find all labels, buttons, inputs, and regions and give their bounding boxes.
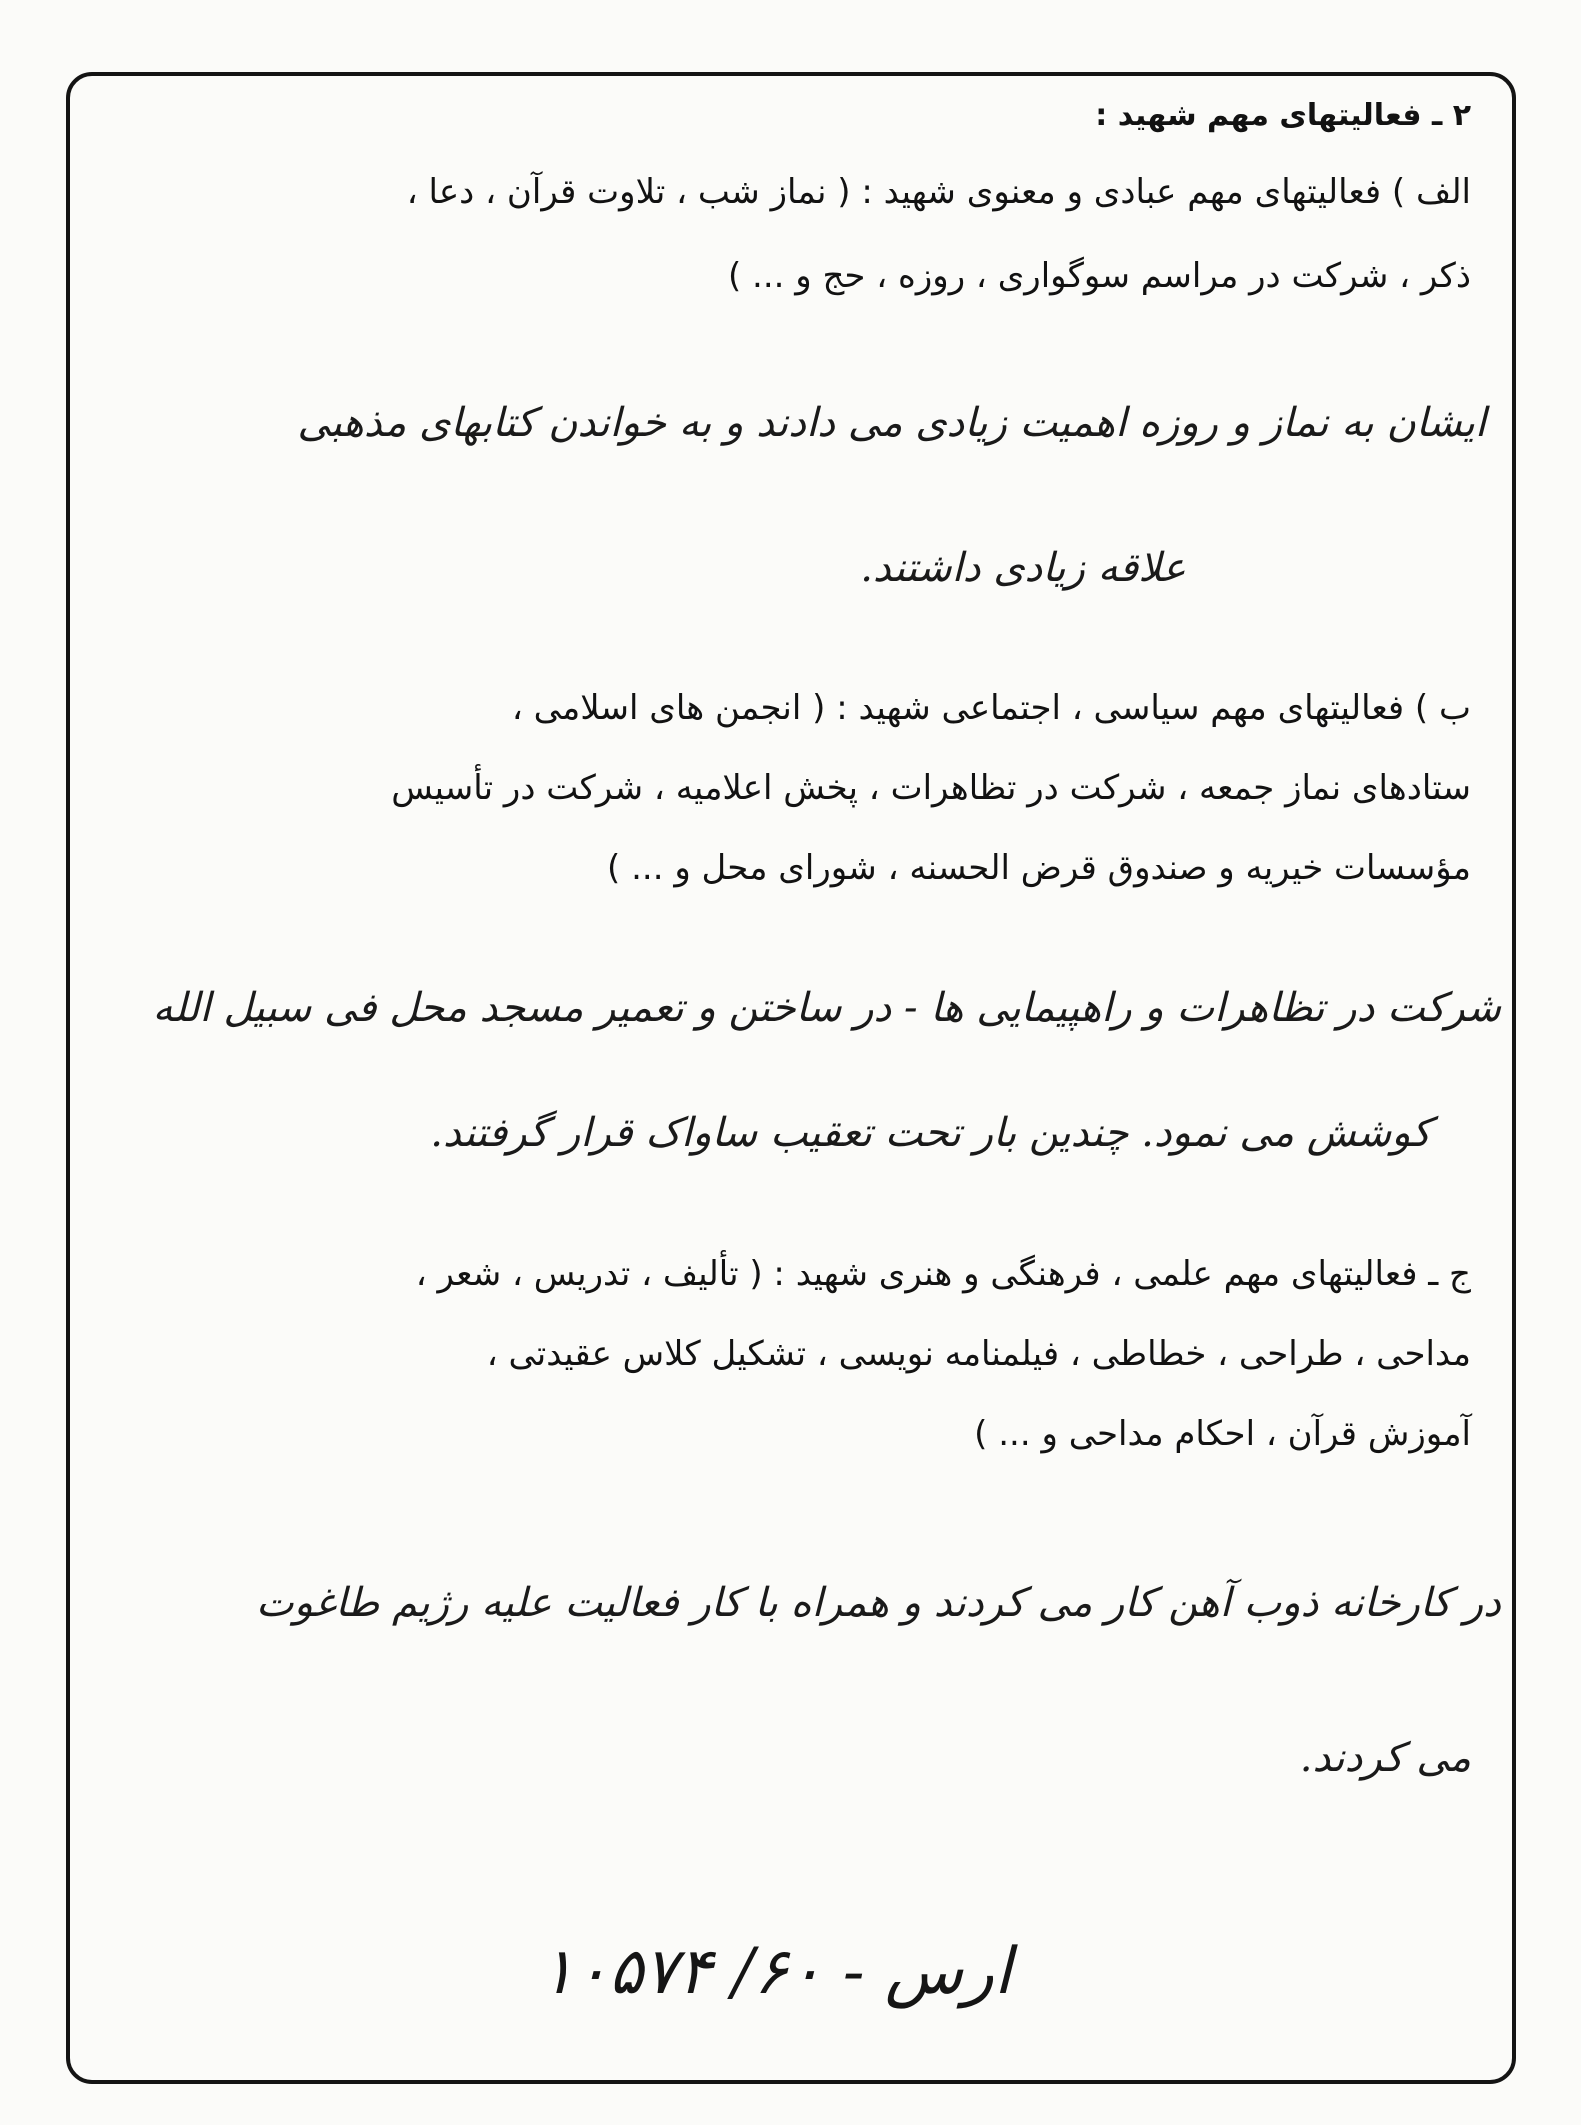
section-heading: ۲ ـ فعالیتهای مهم شهید :	[1095, 98, 1471, 133]
section-b-handwritten-line-2: کوشش می نمود. چندین بار تحت تعقیب ساواک قرار گرفتند.	[430, 1110, 1431, 1156]
section-a-printed-line-2: ذکر ، شرکت در مراسم سوگواری ، روزه ، حج و ... )	[727, 256, 1471, 296]
section-b-printed-line-3: مؤسسات خیریه و صندوق قرض الحسنه ، شورای محل و ... )	[607, 848, 1471, 888]
section-c-printed-line-2: مداحی ، طراحی ، خطاطی ، فیلمنامه نویسی ، تشکیل کلاس عقیدتی ،	[486, 1334, 1471, 1374]
section-c-handwritten-line-2: می کردند.	[1299, 1735, 1471, 1781]
section-b-printed-line-1: ب ) فعالیتهای مهم سیاسی ، اجتماعی شهید : ( انجمن های اسلامی ،	[511, 688, 1471, 728]
section-b-printed-line-2: ستادهای نماز جمعه ، شرکت در تظاهرات ، پخش اعلامیه ، شرکت در تأسیس	[391, 768, 1471, 808]
section-c-handwritten-line-1: در کارخانه ذوب آهن کار می کردند و همراه با کار فعالیت علیه رژیم طاغوت	[256, 1580, 1501, 1626]
signature-reference: ارس - ۶۰/ ۱۰۵۷۴	[540, 1935, 1012, 2009]
section-a-handwritten-line-2: علاقه زیادی داشتند.	[860, 545, 1186, 591]
section-c-printed-line-3: آموزش قرآن ، احکام مداحی و ... )	[974, 1414, 1471, 1454]
page-border	[66, 72, 1516, 2084]
section-a-printed-line-1: الف ) فعالیتهای مهم عبادی و معنوی شهید : ( نماز شب ، تلاوت قرآن ، دعا ،	[406, 172, 1471, 212]
section-a-handwritten-line-1: ایشان به نماز و روزه اهمیت زیادی می دادند و به خواندن کتابهای مذهبی	[297, 400, 1486, 446]
section-c-printed-line-1: ج ـ فعالیتهای مهم علمی ، فرهنگی و هنری شهید : ( تألیف ، تدریس ، شعر ،	[415, 1254, 1471, 1294]
section-b-handwritten-line-1: شرکت در تظاهرات و راهپیمایی ها - در ساختن و تعمیر مسجد محل فی سبیل الله	[152, 985, 1501, 1031]
